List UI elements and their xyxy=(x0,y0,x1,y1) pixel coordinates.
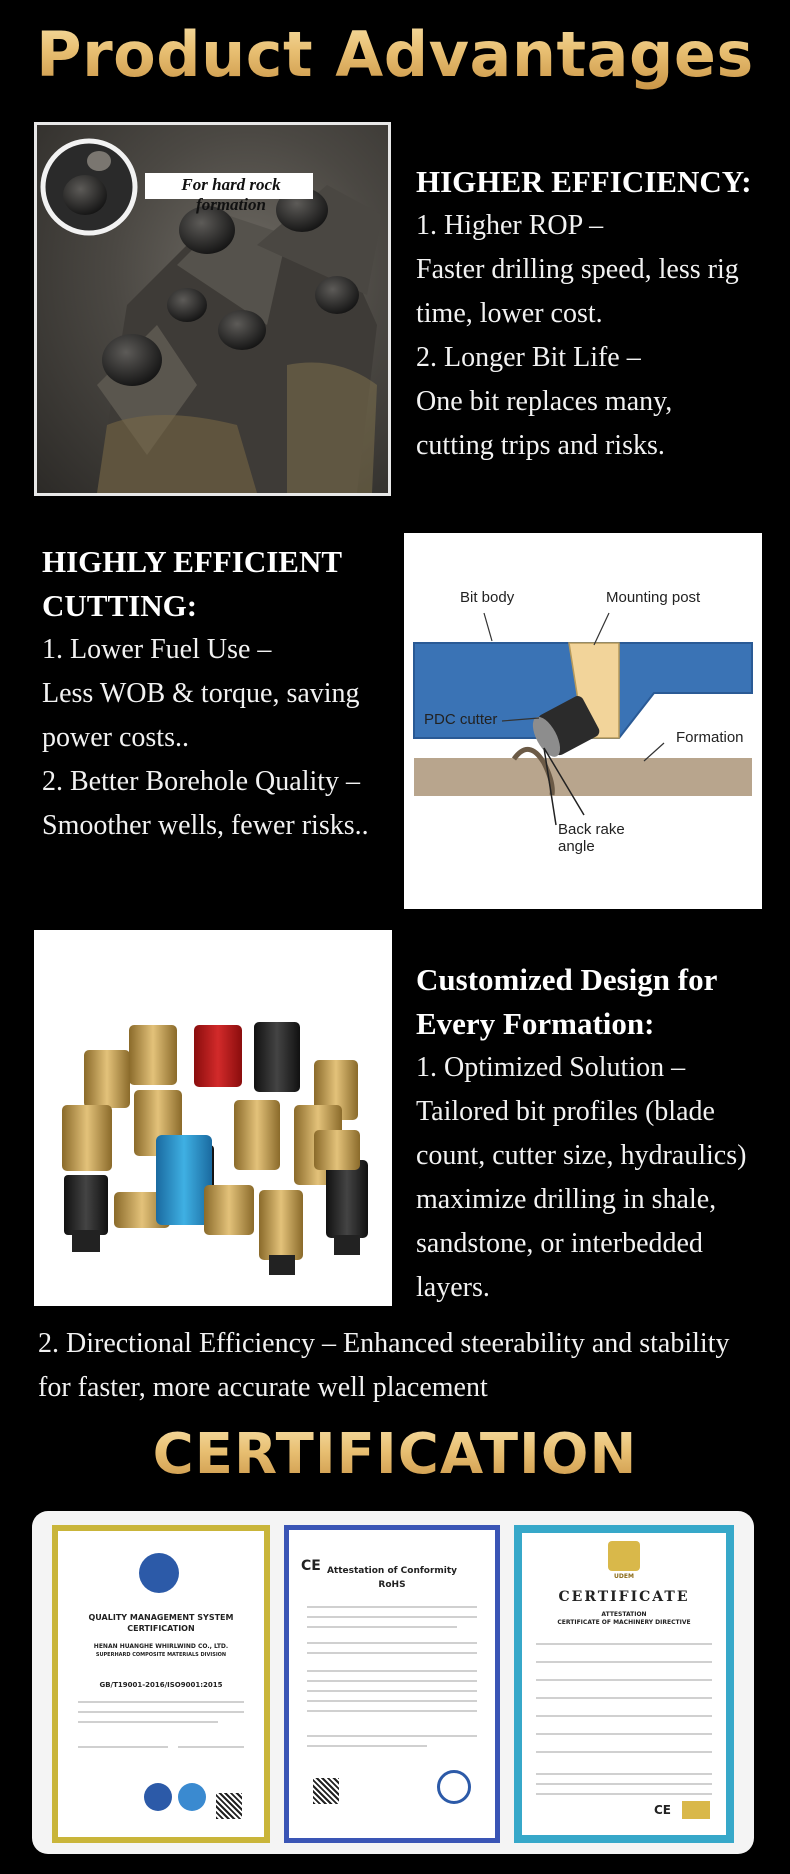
stamp-icon xyxy=(437,1770,471,1804)
section-heading-line1: HIGHLY EFFICIENT xyxy=(42,544,343,579)
label-back-rake-angle xyxy=(558,821,625,855)
label-back-rake-line2: angle xyxy=(558,838,595,855)
cert-title-line2: CERTIFICATION xyxy=(127,1624,195,1633)
section-heading-line2: Every Formation: xyxy=(416,1006,655,1041)
image-caption: For hard rock formation xyxy=(181,175,281,214)
drill-bit-photo xyxy=(34,122,391,496)
text-line: 1. Optimized Solution – xyxy=(416,1052,686,1083)
certification-title: CERTIFICATION xyxy=(0,1422,790,1487)
udem-logo-icon xyxy=(608,1541,640,1571)
text-line: time, lower cost. xyxy=(416,298,603,329)
cert-division: SUPERHARD COMPOSITE MATERIALS DIVISION xyxy=(95,1652,227,1658)
udem-seal-icon xyxy=(682,1801,710,1819)
section-heading-line1: Customized Design for xyxy=(416,962,718,997)
certificate-quality-management xyxy=(52,1525,270,1843)
section-heading: HIGHER EFFICIENCY: xyxy=(416,164,752,199)
pdc-cutter-diagram xyxy=(404,533,762,909)
cnas-badge-icon xyxy=(178,1783,206,1811)
iaf-badge-icon xyxy=(144,1783,172,1811)
cert-logo-text: UDEM xyxy=(614,1573,634,1580)
label-bit-body: Bit body xyxy=(460,589,515,606)
cert-title-line1: Attestation of Conformity xyxy=(326,1566,458,1576)
text-line: One bit replaces many, xyxy=(416,386,673,417)
directional-efficiency-text xyxy=(38,1322,778,1410)
text-line: maximize drilling in shale, xyxy=(416,1184,717,1215)
certificates-gallery xyxy=(32,1511,754,1854)
text-line: 2. Directional Efficiency – Enhanced steerability and stability xyxy=(38,1328,730,1359)
text-line: Less WOB & torque, saving xyxy=(42,678,360,709)
cert-standard: GB/T19001-2016/ISO9001:2015 xyxy=(99,1681,223,1689)
page-title: Product Advantages xyxy=(0,18,790,91)
customized-design-text xyxy=(416,958,786,1310)
cert-title-line3: CERTIFICATE OF MACHINERY DIRECTIVE xyxy=(557,1619,691,1626)
cert-title-line1: QUALITY MANAGEMENT SYSTEM xyxy=(88,1613,234,1622)
text-line: layers. xyxy=(416,1272,490,1303)
text-line: 2. Better Borehole Quality – xyxy=(42,766,361,797)
drill-bits-collection-photo xyxy=(34,930,392,1306)
cert-logo-icon xyxy=(139,1553,179,1593)
section-heading-line2: CUTTING: xyxy=(42,588,198,623)
cert-title-line1: CERTIFICATE xyxy=(558,1589,690,1605)
text-line: power costs.. xyxy=(42,722,189,753)
certificate-rohs xyxy=(284,1525,500,1843)
text-line: Smoother wells, fewer risks.. xyxy=(42,810,369,841)
label-back-rake-line1: Back rake xyxy=(558,821,625,838)
label-mounting-post: Mounting post xyxy=(606,589,701,606)
qr-code-icon xyxy=(313,1778,339,1804)
text-line: count, cutter size, hydraulics) xyxy=(416,1140,747,1171)
text-line: for faster, more accurate well placement xyxy=(38,1372,488,1403)
text-line: Faster drilling speed, less rig xyxy=(416,254,739,285)
label-formation: Formation xyxy=(676,729,744,746)
label-pdc-cutter: PDC cutter xyxy=(424,711,498,728)
cert-title-line2: ATTESTATION xyxy=(601,1611,647,1618)
text-line: Tailored bit profiles (blade xyxy=(416,1096,715,1127)
text-line: 1. Higher ROP – xyxy=(416,210,604,241)
certificate-machinery-directive xyxy=(514,1525,734,1843)
higher-efficiency-text xyxy=(416,160,786,468)
text-line: cutting trips and risks. xyxy=(416,430,665,461)
text-line: sandstone, or interbedded xyxy=(416,1228,703,1259)
ce-mark-icon: CE xyxy=(654,1803,672,1817)
ce-mark-icon: CE xyxy=(301,1558,321,1574)
text-line: 2. Longer Bit Life – xyxy=(416,342,641,373)
drill-bits-illustration xyxy=(34,930,392,1306)
cert-company: HENAN HUANGHE WHIRLWIND CO., LTD. xyxy=(93,1643,229,1650)
efficient-cutting-text xyxy=(42,540,402,848)
cert-title-line2: RoHS xyxy=(378,1580,406,1590)
text-line: 1. Lower Fuel Use – xyxy=(42,634,272,665)
qr-code-icon xyxy=(216,1793,242,1819)
